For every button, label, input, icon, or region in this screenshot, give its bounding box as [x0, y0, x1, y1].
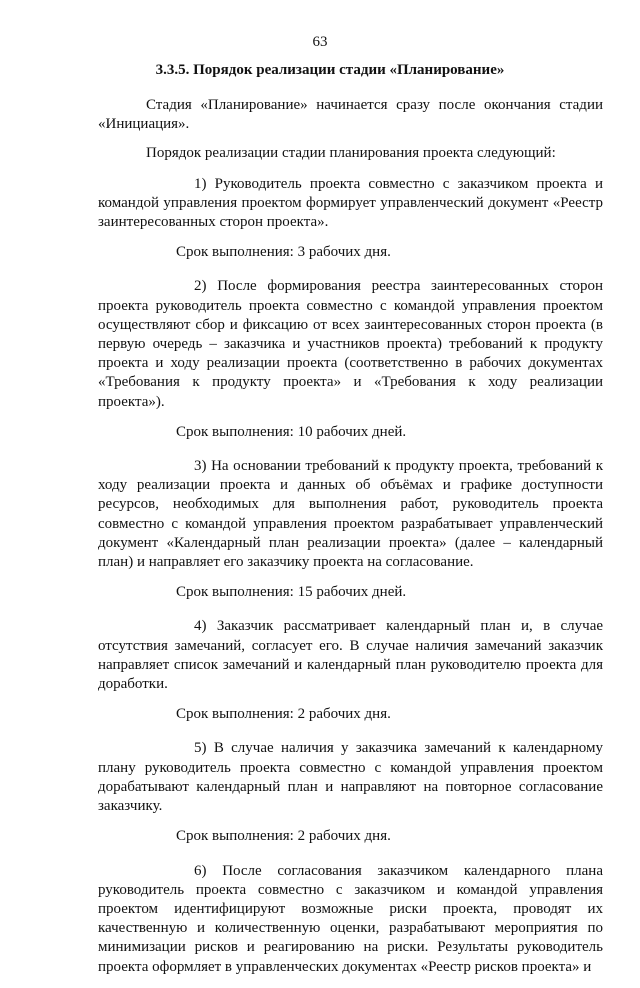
list-item-number: 4): [194, 618, 207, 635]
list-item-3: [98, 457, 603, 572]
list-item-number: 2): [194, 278, 207, 295]
deadline-5: Срок выполнения: 2 рабочих дня.: [176, 828, 391, 845]
page-number: 63: [312, 34, 328, 50]
list-item-text: Руководитель проекта совместно с заказчиком проекта и командой управления проектом формирует управленческий документ «Реестр заинтересованных сторон проекта».: [98, 175, 603, 231]
paragraph-intro-1: Стадия «Планирование» начинается сразу после окончания стадии «Инициация».: [98, 97, 603, 133]
list-item-2: [98, 277, 603, 411]
list-item-number: 6): [194, 862, 207, 879]
list-item-1: [98, 175, 603, 233]
list-item-number: 3): [194, 458, 207, 475]
deadline-4: Срок выполнения: 2 рабочих дня.: [176, 706, 391, 723]
list-item-6: [98, 862, 603, 977]
document-body: [98, 96, 603, 988]
section-heading: 3.3.5. Порядок реализации стадии «Планирование»: [155, 62, 505, 78]
list-item-4: [98, 617, 603, 694]
list-item-5: [98, 739, 603, 816]
list-item-text: На основании требований к продукту проекта, требований к ходу реализации проекта и данных об объёмах и графике доступности ресурсов, необходимых для выполнения работ, руководитель проекта совместно с командой управления проектом разрабатывает управленческий документ «Календарный план реализации проекта» (далее – календарный план) и направляет его заказчику проекта на согласование.: [98, 458, 603, 571]
list-item-number: 1): [194, 175, 207, 192]
list-item-text: После формирования реестра заинтересованных сторон проекта руководитель проекта совместно с командой управления проектом осуществляют сбор и фиксацию от всех заинтересованных сторон проекта (в первую очередь – заказчика и участников проекта) требований к продукту проекта и ходу реализации проекта (соответственно в рабочих документах «Требования к продукту проекта» и «Требования к ходу реализации проекта»).: [98, 278, 604, 410]
list-item-number: 5): [194, 740, 207, 757]
deadline-3: Срок выполнения: 15 рабочих дней.: [176, 584, 407, 601]
paragraph-intro-2: Порядок реализации стадии планирования проекта следующий:: [146, 145, 556, 162]
list-item-text: В случае наличия у заказчика замечаний к календарному плану руководитель проекта совместно с командой управления проектом дорабатывают календарный план и направляют на повторное согласование заказчику.: [98, 740, 603, 815]
deadline-2: Срок выполнения: 10 рабочих дней.: [176, 423, 407, 440]
list-item-text: Заказчик рассматривает календарный план и, в случае отсутствия замечаний, согласует его. В случае наличия замечаний заказчик направляет список замечаний и календарный план руководителю проекта для доработки.: [98, 618, 604, 693]
deadline-1: Срок выполнения: 3 рабочих дня.: [176, 244, 391, 261]
list-item-text: После согласования заказчиком календарного плана руководитель проекта совместно с заказчиком и командой управления проектом идентифицируют возможные риски проекта, проводят их качественную и количественную оценки, разрабатывают мероприятия по минимизации рисков и реагированию на риски. Результаты руководитель проекта оформляет в управленческих документах «Реестр рисков проекта» и: [98, 862, 603, 975]
